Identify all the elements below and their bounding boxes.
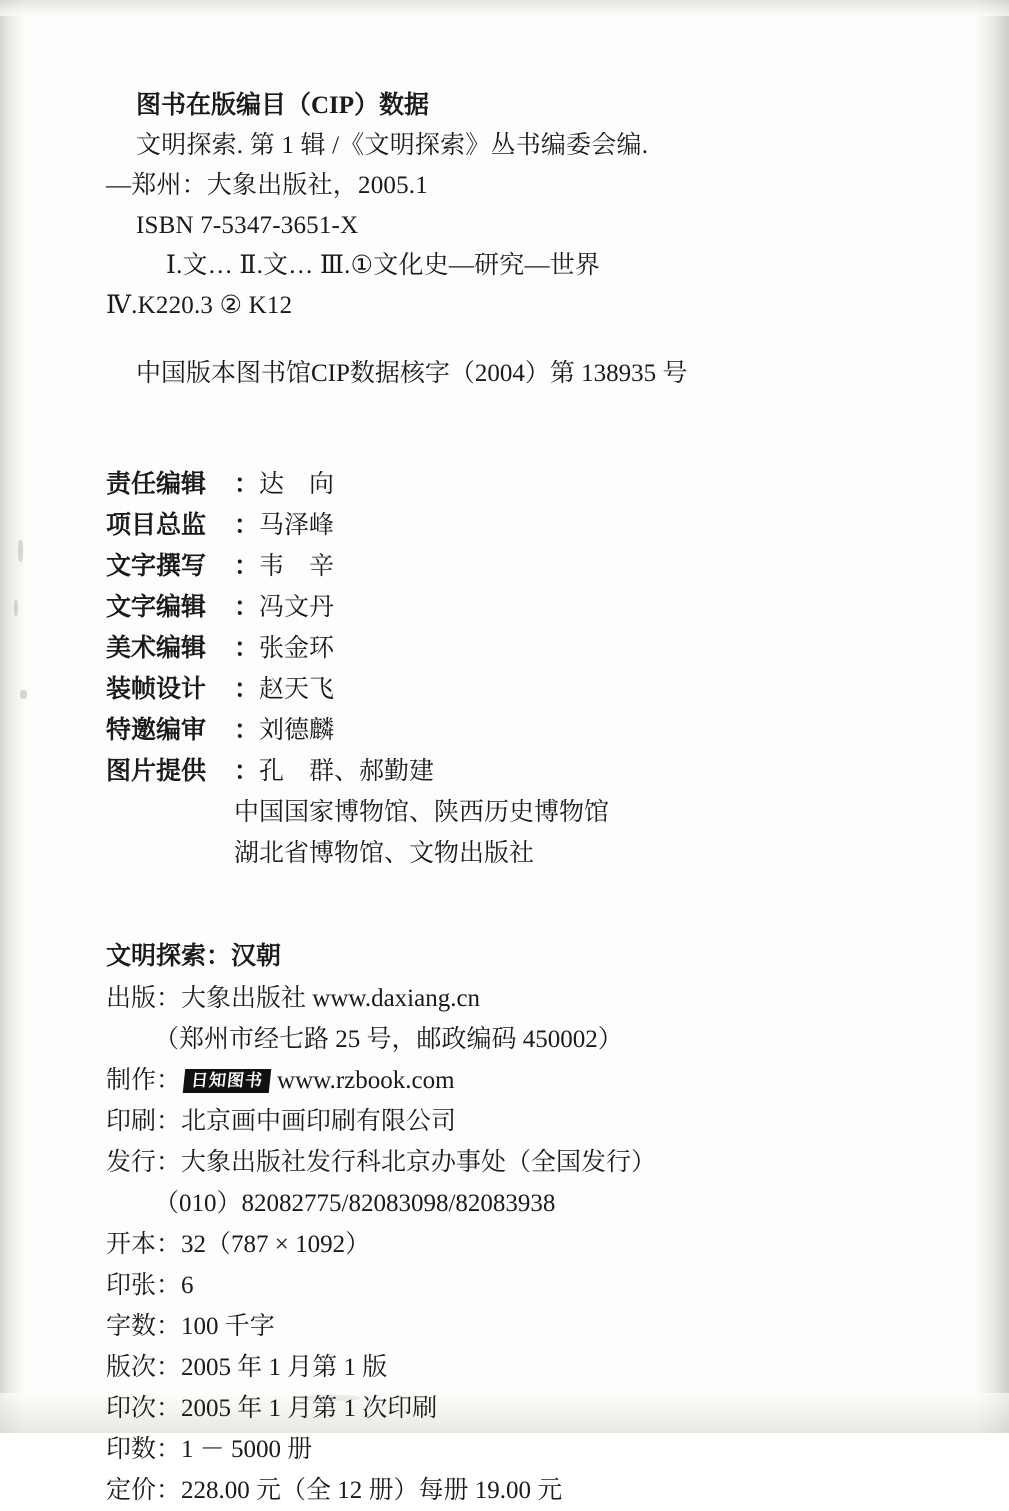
credit-value: 马泽峰 bbox=[259, 512, 335, 539]
spec-label: 版次 bbox=[106, 1354, 157, 1381]
publisher-value: 大象出版社 www.daxiang.cn bbox=[181, 985, 481, 1012]
page-content bbox=[106, 86, 866, 1511]
spec-value: 32（787 × 1092） bbox=[181, 1231, 371, 1258]
credit-label: 项目总监 bbox=[106, 512, 207, 539]
producer-value: www.rzbook.com bbox=[277, 1067, 455, 1094]
spec-value: 2005 年 1 月第 1 版 bbox=[181, 1354, 388, 1381]
publisher-row bbox=[106, 978, 866, 1019]
producer-separator: ： bbox=[156, 1067, 182, 1094]
cip-line: Ⅳ.K220.3 ② K12 bbox=[106, 292, 293, 319]
spec-value: 6 bbox=[181, 1272, 194, 1299]
distributor-label: 发行 bbox=[106, 1149, 157, 1176]
spec-value: 2005 年 1 月第 1 次印刷 bbox=[181, 1395, 438, 1422]
spec-separator: ： bbox=[156, 1477, 182, 1504]
distributor-value: 大象出版社发行科北京办事处（全国发行） bbox=[181, 1149, 657, 1176]
credit-row bbox=[106, 546, 866, 587]
spec-separator: ： bbox=[156, 1354, 182, 1381]
credit-separator: ： bbox=[234, 553, 260, 580]
spec-row bbox=[106, 1347, 866, 1388]
scan-speck bbox=[18, 540, 23, 562]
credit-continuation-line: 中国国家博物馆、陕西历史博物馆 bbox=[234, 799, 610, 826]
spec-value: 100 千字 bbox=[181, 1313, 275, 1340]
credit-row bbox=[106, 710, 866, 751]
cip-line: 文明探索. 第 1 辑 /《文明探索》丛书编委会编. bbox=[136, 132, 649, 159]
credit-value: 刘德麟 bbox=[259, 717, 335, 744]
credit-value: 韦 辛 bbox=[259, 553, 335, 580]
credit-row bbox=[106, 669, 866, 710]
page-edge-shadow-left bbox=[0, 0, 26, 1433]
distributor-phone: （010）82082775/82083098/82083938 bbox=[154, 1190, 556, 1217]
credit-value: 孔 群、郝勤建 bbox=[259, 758, 435, 785]
spec-label: 印次 bbox=[106, 1395, 157, 1422]
rzbook-logo: 日知图书 bbox=[183, 1069, 272, 1093]
page-edge-shadow-right bbox=[975, 0, 1009, 1433]
cip-heading: 图书在版编目（CIP）数据 bbox=[136, 92, 430, 119]
spec-row bbox=[106, 1224, 866, 1265]
distributor-separator: ： bbox=[156, 1149, 182, 1176]
spec-row bbox=[106, 1429, 866, 1470]
credit-label: 文字编辑 bbox=[106, 594, 207, 621]
spec-label: 开本 bbox=[106, 1231, 157, 1258]
printer-label: 印刷 bbox=[106, 1108, 157, 1135]
spec-row bbox=[106, 1265, 866, 1306]
credit-row bbox=[106, 751, 866, 792]
publisher-address: （郑州市经七路 25 号，邮政编码 450002） bbox=[154, 1026, 623, 1053]
cip-line: Ⅰ.文… Ⅱ.文… Ⅲ.①文化史—研究—世界 bbox=[166, 252, 601, 279]
spec-label: 印数 bbox=[106, 1436, 157, 1463]
imprint-block bbox=[106, 936, 866, 1511]
spec-row bbox=[106, 1470, 866, 1511]
cip-block bbox=[106, 86, 866, 394]
credit-row bbox=[106, 628, 866, 669]
spec-label: 印张 bbox=[106, 1272, 157, 1299]
credit-value: 张金环 bbox=[259, 635, 335, 662]
credit-row bbox=[106, 505, 866, 546]
credit-row bbox=[106, 464, 866, 505]
credit-label: 责任编辑 bbox=[106, 471, 207, 498]
printer-separator: ： bbox=[156, 1108, 182, 1135]
book-title: 文明探索：汉朝 bbox=[106, 943, 282, 970]
cip-registry-number: 中国版本图书馆CIP数据核字（2004）第 138935 号 bbox=[136, 360, 688, 387]
spec-separator: ： bbox=[156, 1395, 182, 1422]
publisher-label: 出版 bbox=[106, 985, 157, 1012]
credit-separator: ： bbox=[234, 676, 260, 703]
credit-row bbox=[106, 587, 866, 628]
spec-value: 228.00 元（全 12 册）每册 19.00 元 bbox=[181, 1477, 563, 1504]
scan-speck bbox=[14, 600, 18, 616]
credit-value: 赵天飞 bbox=[259, 676, 335, 703]
credit-separator: ： bbox=[234, 635, 260, 662]
credits-block bbox=[106, 464, 866, 874]
credit-value: 达 向 bbox=[259, 471, 335, 498]
producer-label: 制作 bbox=[106, 1067, 157, 1094]
spec-separator: ： bbox=[156, 1231, 182, 1258]
publisher-separator: ： bbox=[156, 985, 182, 1012]
printer-value: 北京画中画印刷有限公司 bbox=[181, 1108, 457, 1135]
spec-label: 字数 bbox=[106, 1313, 157, 1340]
credit-separator: ： bbox=[234, 758, 260, 785]
credit-separator: ： bbox=[234, 594, 260, 621]
credit-label: 装帧设计 bbox=[106, 676, 207, 703]
producer-row bbox=[106, 1060, 866, 1101]
spec-label: 定价 bbox=[106, 1477, 157, 1504]
credit-continuation-line: 湖北省博物馆、文物出版社 bbox=[234, 840, 535, 867]
cip-line: —郑州：大象出版社，2005.1 bbox=[106, 172, 428, 199]
credit-label: 图片提供 bbox=[106, 758, 207, 785]
spec-row bbox=[106, 1388, 866, 1429]
distributor-row bbox=[106, 1142, 866, 1183]
credit-label: 文字撰写 bbox=[106, 553, 207, 580]
spec-row bbox=[106, 1306, 866, 1347]
credit-label: 特邀编审 bbox=[106, 717, 207, 744]
scan-speck bbox=[20, 690, 27, 699]
spec-value: 1 － 5000 册 bbox=[181, 1436, 313, 1463]
cip-line: ISBN 7-5347-3651-X bbox=[136, 212, 359, 239]
credit-separator: ： bbox=[234, 717, 260, 744]
spec-separator: ： bbox=[156, 1313, 182, 1340]
credit-separator: ： bbox=[234, 512, 260, 539]
credit-value: 冯文丹 bbox=[259, 594, 335, 621]
page-edge-shadow-top bbox=[0, 0, 1009, 16]
spec-separator: ： bbox=[156, 1272, 182, 1299]
spec-separator: ： bbox=[156, 1436, 182, 1463]
credit-separator: ： bbox=[234, 471, 260, 498]
printer-row bbox=[106, 1101, 866, 1142]
credit-label: 美术编辑 bbox=[106, 635, 207, 662]
